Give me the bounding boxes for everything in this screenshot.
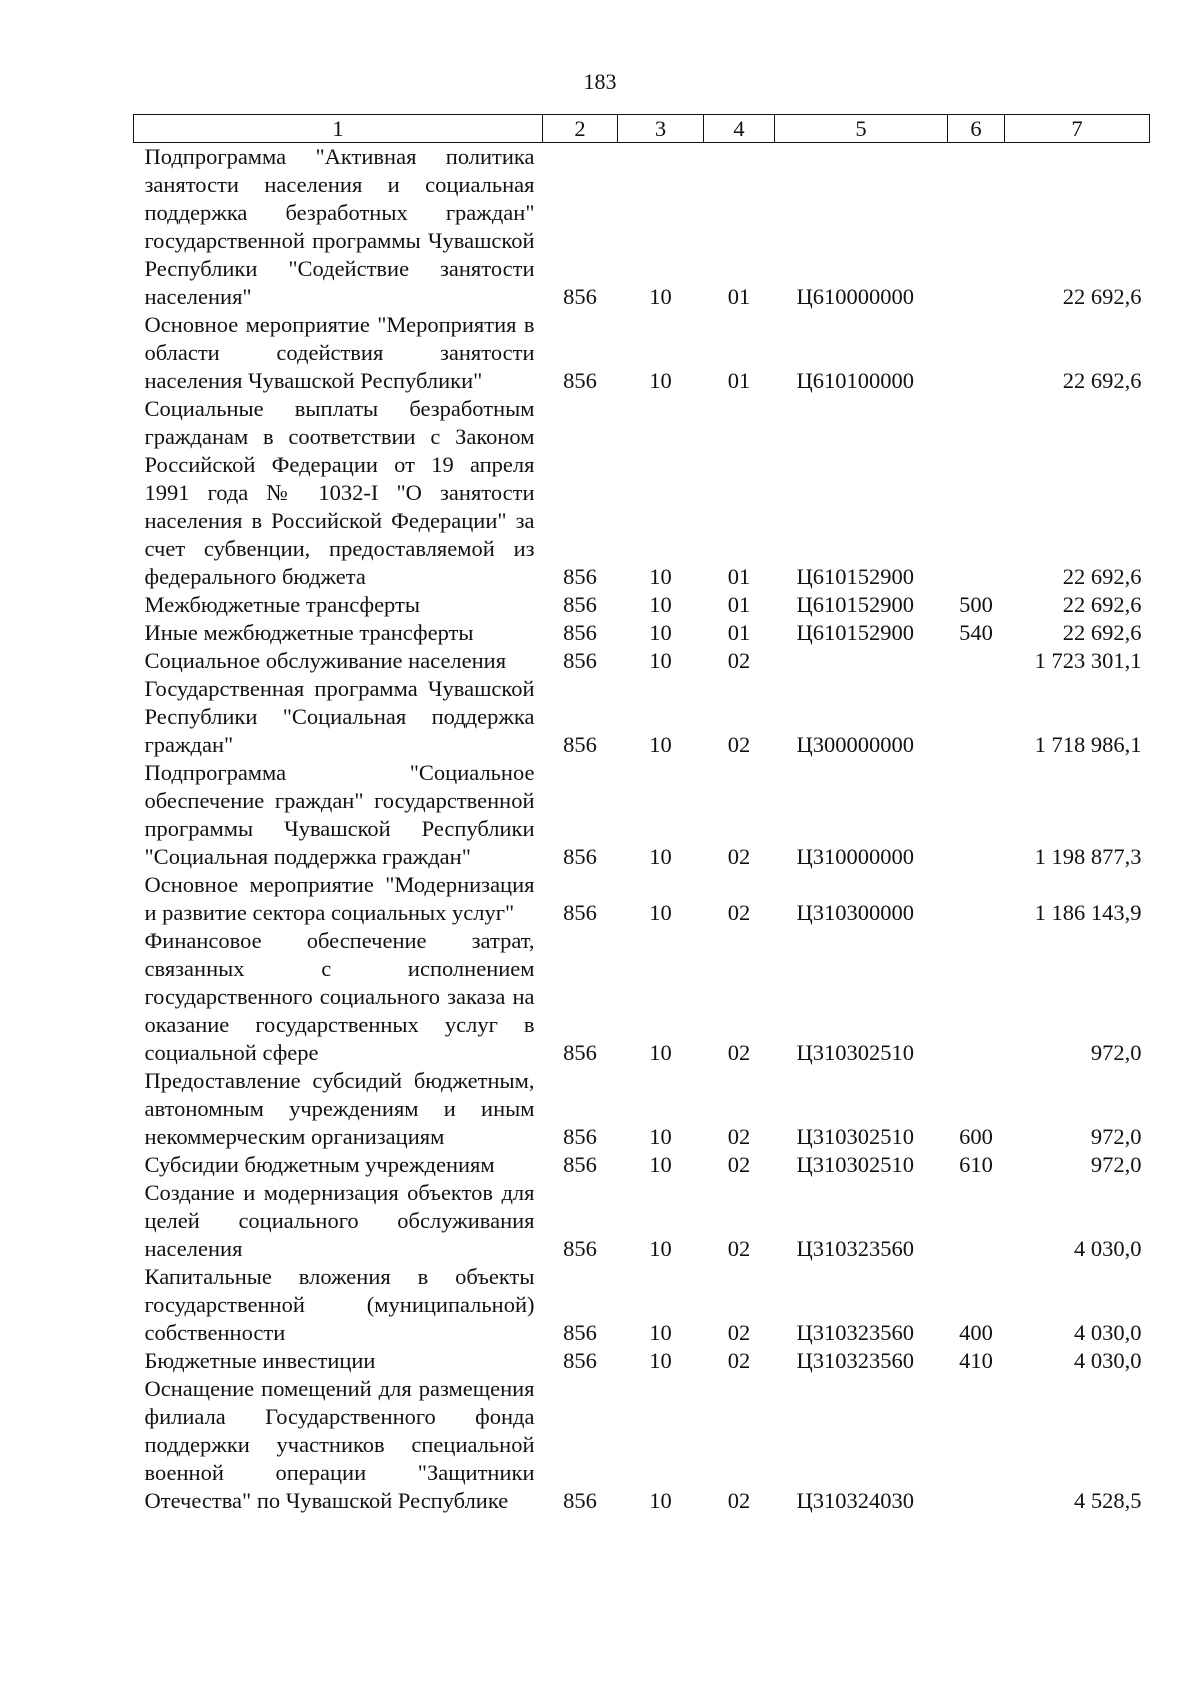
header-row [134, 115, 1150, 143]
target-article-code: Ц610152900 [796, 620, 914, 645]
row-name: Субсидии бюджетным учреждениям [144, 1152, 495, 1177]
target-article-code: Ц610000000 [796, 284, 914, 309]
amount-value: 22 692,6 [1062, 284, 1142, 309]
subsection-code: 02 [727, 1320, 751, 1345]
row-name: Оснащение помещений для размещения филиала Государственного фонда поддержки участников специальной военной операции "Защитники Отечества" по Чувашской Республике [144, 1376, 535, 1513]
table-row [134, 1347, 1150, 1375]
table-row [134, 759, 1150, 871]
subsection-code: 02 [727, 1124, 751, 1149]
table-row [134, 1375, 1150, 1515]
amount-value: 4 030,0 [1074, 1348, 1142, 1373]
target-article-code: Ц610152900 [796, 564, 914, 589]
subsection-code: 02 [727, 844, 751, 869]
section-code: 10 [649, 368, 672, 393]
subsection-code: 02 [727, 1488, 751, 1513]
amount-value: 22 692,6 [1062, 564, 1142, 589]
page-number: 183 [583, 69, 617, 94]
section-code: 10 [649, 1236, 672, 1261]
amount-value: 972,0 [1090, 1124, 1142, 1149]
target-article-code: Ц310302510 [796, 1040, 914, 1065]
table-row [134, 143, 1150, 312]
section-code: 10 [649, 648, 672, 673]
row-name: Межбюджетные трансферты [144, 592, 420, 617]
amount-value: 1 198 877,3 [1034, 844, 1142, 869]
target-article-code: Ц310324030 [796, 1488, 914, 1513]
ministry-code: 856 [563, 620, 597, 645]
amount-value: 1 718 986,1 [1034, 732, 1142, 757]
ministry-code: 856 [563, 564, 597, 589]
amount-value: 1 186 143,9 [1034, 900, 1142, 925]
row-name: Иные межбюджетные трансферты [144, 620, 474, 645]
target-article-code: Ц310302510 [796, 1124, 914, 1149]
subsection-code: 02 [727, 1348, 751, 1373]
ministry-code: 856 [563, 1152, 597, 1177]
expense-type-code [948, 647, 1005, 675]
ministry-code: 856 [563, 732, 597, 757]
expense-type-code [948, 311, 1005, 395]
table-row [134, 871, 1150, 927]
section-code: 10 [649, 732, 672, 757]
target-article-code: Ц310323560 [796, 1320, 914, 1345]
section-code: 10 [649, 564, 672, 589]
row-name: Финансовое обеспечение затрат, связанных с исполнением государственного социального заказа на оказание государственных услуг в социальной сфере [144, 928, 535, 1065]
row-name: Подпрограмма "Социальное обеспечение граждан" государственной программы Чувашской Республики "Социальная поддержка граждан" [144, 760, 535, 869]
ministry-code: 856 [563, 900, 597, 925]
row-name: Предоставление субсидий бюджетным, автономным учреждениям и иным некоммерческим организациям [144, 1068, 535, 1149]
amount-value: 972,0 [1090, 1040, 1142, 1065]
subsection-code: 02 [727, 900, 751, 925]
table-row [134, 1179, 1150, 1263]
section-code: 10 [649, 284, 672, 309]
expense-type-code: 540 [959, 620, 993, 645]
row-name: Создание и модернизация объектов для целей социального обслуживания населения [144, 1180, 535, 1261]
target-article-code: Ц610100000 [796, 368, 914, 393]
target-article-code: Ц610152900 [796, 592, 914, 617]
row-name: Социальные выплаты безработным гражданам в соответствии с Законом Российской Федерации от 19 апреля 1991 года № 1032-I "О занятости населения в Российской Федерации" за счет субвенции, предоставляемой из федерального бюджета [144, 396, 535, 589]
table-row [134, 619, 1150, 647]
section-code: 10 [649, 844, 672, 869]
table-row [134, 591, 1150, 619]
section-code: 10 [649, 900, 672, 925]
section-code: 10 [649, 592, 672, 617]
section-code: 10 [649, 1320, 672, 1345]
column-header: 2 [543, 115, 618, 143]
section-code: 10 [649, 1348, 672, 1373]
expense-type-code [948, 395, 1005, 591]
column-header: 6 [948, 115, 1005, 143]
section-code: 10 [649, 1488, 672, 1513]
subsection-code: 02 [727, 1236, 751, 1261]
amount-value: 4 528,5 [1074, 1488, 1142, 1513]
amount-value: 4 030,0 [1074, 1236, 1142, 1261]
row-name: Подпрограмма "Активная политика занятости населения и социальная поддержка безработных граждан" государственной программы Чувашской Республики "Содействие занятости населения" [144, 144, 535, 309]
amount-value: 22 692,6 [1062, 368, 1142, 393]
column-header: 3 [618, 115, 704, 143]
ministry-code: 856 [563, 1236, 597, 1261]
table-row [134, 1151, 1150, 1179]
amount-value: 972,0 [1090, 1152, 1142, 1177]
subsection-code: 01 [727, 368, 751, 393]
row-name: Капитальные вложения в объекты государственной (муниципальной) собственности [144, 1264, 535, 1345]
amount-value: 22 692,6 [1062, 620, 1142, 645]
expense-type-code: 500 [959, 592, 993, 617]
subsection-code: 01 [727, 620, 751, 645]
expense-type-code: 600 [959, 1124, 993, 1149]
ministry-code: 856 [563, 1348, 597, 1373]
ministry-code: 856 [563, 1488, 597, 1513]
expense-type-code [948, 1375, 1005, 1515]
ministry-code: 856 [563, 1124, 597, 1149]
amount-value: 1 723 301,1 [1034, 648, 1142, 673]
subsection-code: 02 [727, 648, 751, 673]
expense-type-code: 410 [959, 1348, 993, 1373]
target-article-code: Ц310323560 [796, 1348, 914, 1373]
subsection-code: 02 [727, 732, 751, 757]
subsection-code: 01 [727, 564, 751, 589]
section-code: 10 [649, 1040, 672, 1065]
ministry-code: 856 [563, 592, 597, 617]
target-article-code: Ц310302510 [796, 1152, 914, 1177]
expense-type-code [948, 143, 1005, 312]
ministry-code: 856 [563, 844, 597, 869]
row-name: Бюджетные инвестиции [144, 1348, 376, 1373]
ministry-code: 856 [563, 1320, 597, 1345]
target-article-code [775, 647, 948, 675]
target-article-code: Ц310000000 [796, 844, 914, 869]
expense-type-code [948, 675, 1005, 759]
row-name: Государственная программа Чувашской Республики "Социальная поддержка граждан" [144, 676, 535, 757]
column-header: 5 [775, 115, 948, 143]
ministry-code: 856 [563, 1040, 597, 1065]
subsection-code: 01 [727, 284, 751, 309]
ministry-code: 856 [563, 368, 597, 393]
table-row [134, 395, 1150, 591]
row-name: Основное мероприятие "Модернизация и развитие сектора социальных услуг" [144, 872, 535, 925]
ministry-code: 856 [563, 284, 597, 309]
expense-type-code [948, 759, 1005, 871]
target-article-code: Ц310300000 [796, 900, 914, 925]
expense-type-code: 610 [959, 1152, 993, 1177]
expense-type-code [948, 927, 1005, 1067]
column-header: 7 [1005, 115, 1150, 143]
subsection-code: 02 [727, 1152, 751, 1177]
target-article-code: Ц310323560 [796, 1236, 914, 1261]
table-row [134, 1263, 1150, 1347]
expense-type-code [948, 1179, 1005, 1263]
row-name: Социальное обслуживание населения [144, 648, 507, 673]
table-row [134, 311, 1150, 395]
subsection-code: 01 [727, 592, 751, 617]
section-code: 10 [649, 1124, 672, 1149]
table-row [134, 1067, 1150, 1151]
target-article-code: Ц300000000 [796, 732, 914, 757]
expense-type-code [948, 871, 1005, 927]
table-row [134, 647, 1150, 675]
expense-type-code: 400 [959, 1320, 993, 1345]
section-code: 10 [649, 1152, 672, 1177]
section-code: 10 [649, 620, 672, 645]
budget-table [133, 114, 1150, 1515]
column-header: 4 [704, 115, 775, 143]
amount-value: 22 692,6 [1062, 592, 1142, 617]
amount-value: 4 030,0 [1074, 1320, 1142, 1345]
table-row [134, 927, 1150, 1067]
ministry-code: 856 [563, 648, 597, 673]
table-row [134, 675, 1150, 759]
column-header: 1 [134, 115, 543, 143]
subsection-code: 02 [727, 1040, 751, 1065]
row-name: Основное мероприятие "Мероприятия в области содействия занятости населения Чувашской Республики" [144, 312, 535, 393]
